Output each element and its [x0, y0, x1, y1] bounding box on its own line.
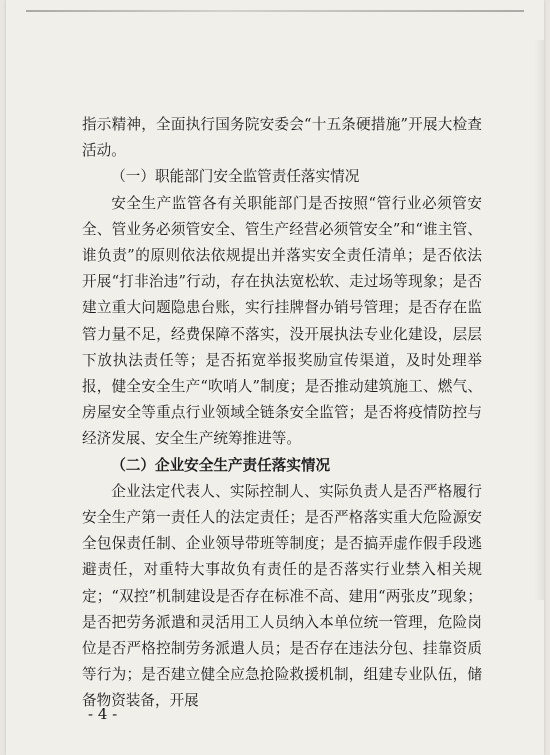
page-number: - 4 -	[88, 705, 118, 723]
paragraph-regulatory-duties: 安全生产监管各有关职能部门是否按照“管行业必须管安全、管业务必须管安全、管生产经营必须管安全”和“谁主管、谁负责”的原则依法依规提出并落实安全责任清单；是否依法开展“打非治违”行动，存在执法宽松软、走过场等现象；是否建立重大问题隐患台账，实行挂牌督办销号管理；是否存在监管力量不足，经费保障不落实，没开展执法专业化建设，层层下放执法责任等；是否拓宽举报奖励宣传渠道，及时处理举报，健全安全生产“吹哨人”制度；是否推动建筑施工、燃气、房屋安全等重点行业领域全链条安全监管；是否将疫情防控与经济发展、安全生产统筹推进等。	[82, 194, 482, 448]
top-scan-bleed	[6, 6, 544, 20]
page-edge-shadow	[534, 40, 544, 600]
document-page	[6, 0, 544, 755]
paragraph-enterprise-duties: 企业法定代表人、实际控制人、实际负责人是否严格履行安全生产第一责任人的法定责任；是否严格落实重大危险源安全包保责任制、企业领导带班等制度；是否搞弄虚作假手段逃避责任，对重特大事故负有责任的是否落实行业禁入相关规定；“双控”机制建设是否存在标准不高、建用“两张皮”现象；是否把劳务派遣和灵活用工人员纳入本单位统一管理，危险岗位是否严格控制劳务派遣人员；是否存在违法分包、挂靠资质等行为；是否建立健全应急抢险救援机制，组建专业队伍，储备物资装备，开展	[82, 482, 482, 710]
paragraph-continuation: 指示精神，全面执行国务院安委会“十五条硬措施”开展大检查活动。	[82, 116, 482, 160]
document-body	[82, 112, 482, 715]
bleed-line	[26, 10, 524, 12]
section-heading-1: （一）职能部门安全监管责任落实情况	[111, 168, 360, 186]
section-heading-2: （二）企业安全生产责任落实情况	[111, 456, 331, 474]
